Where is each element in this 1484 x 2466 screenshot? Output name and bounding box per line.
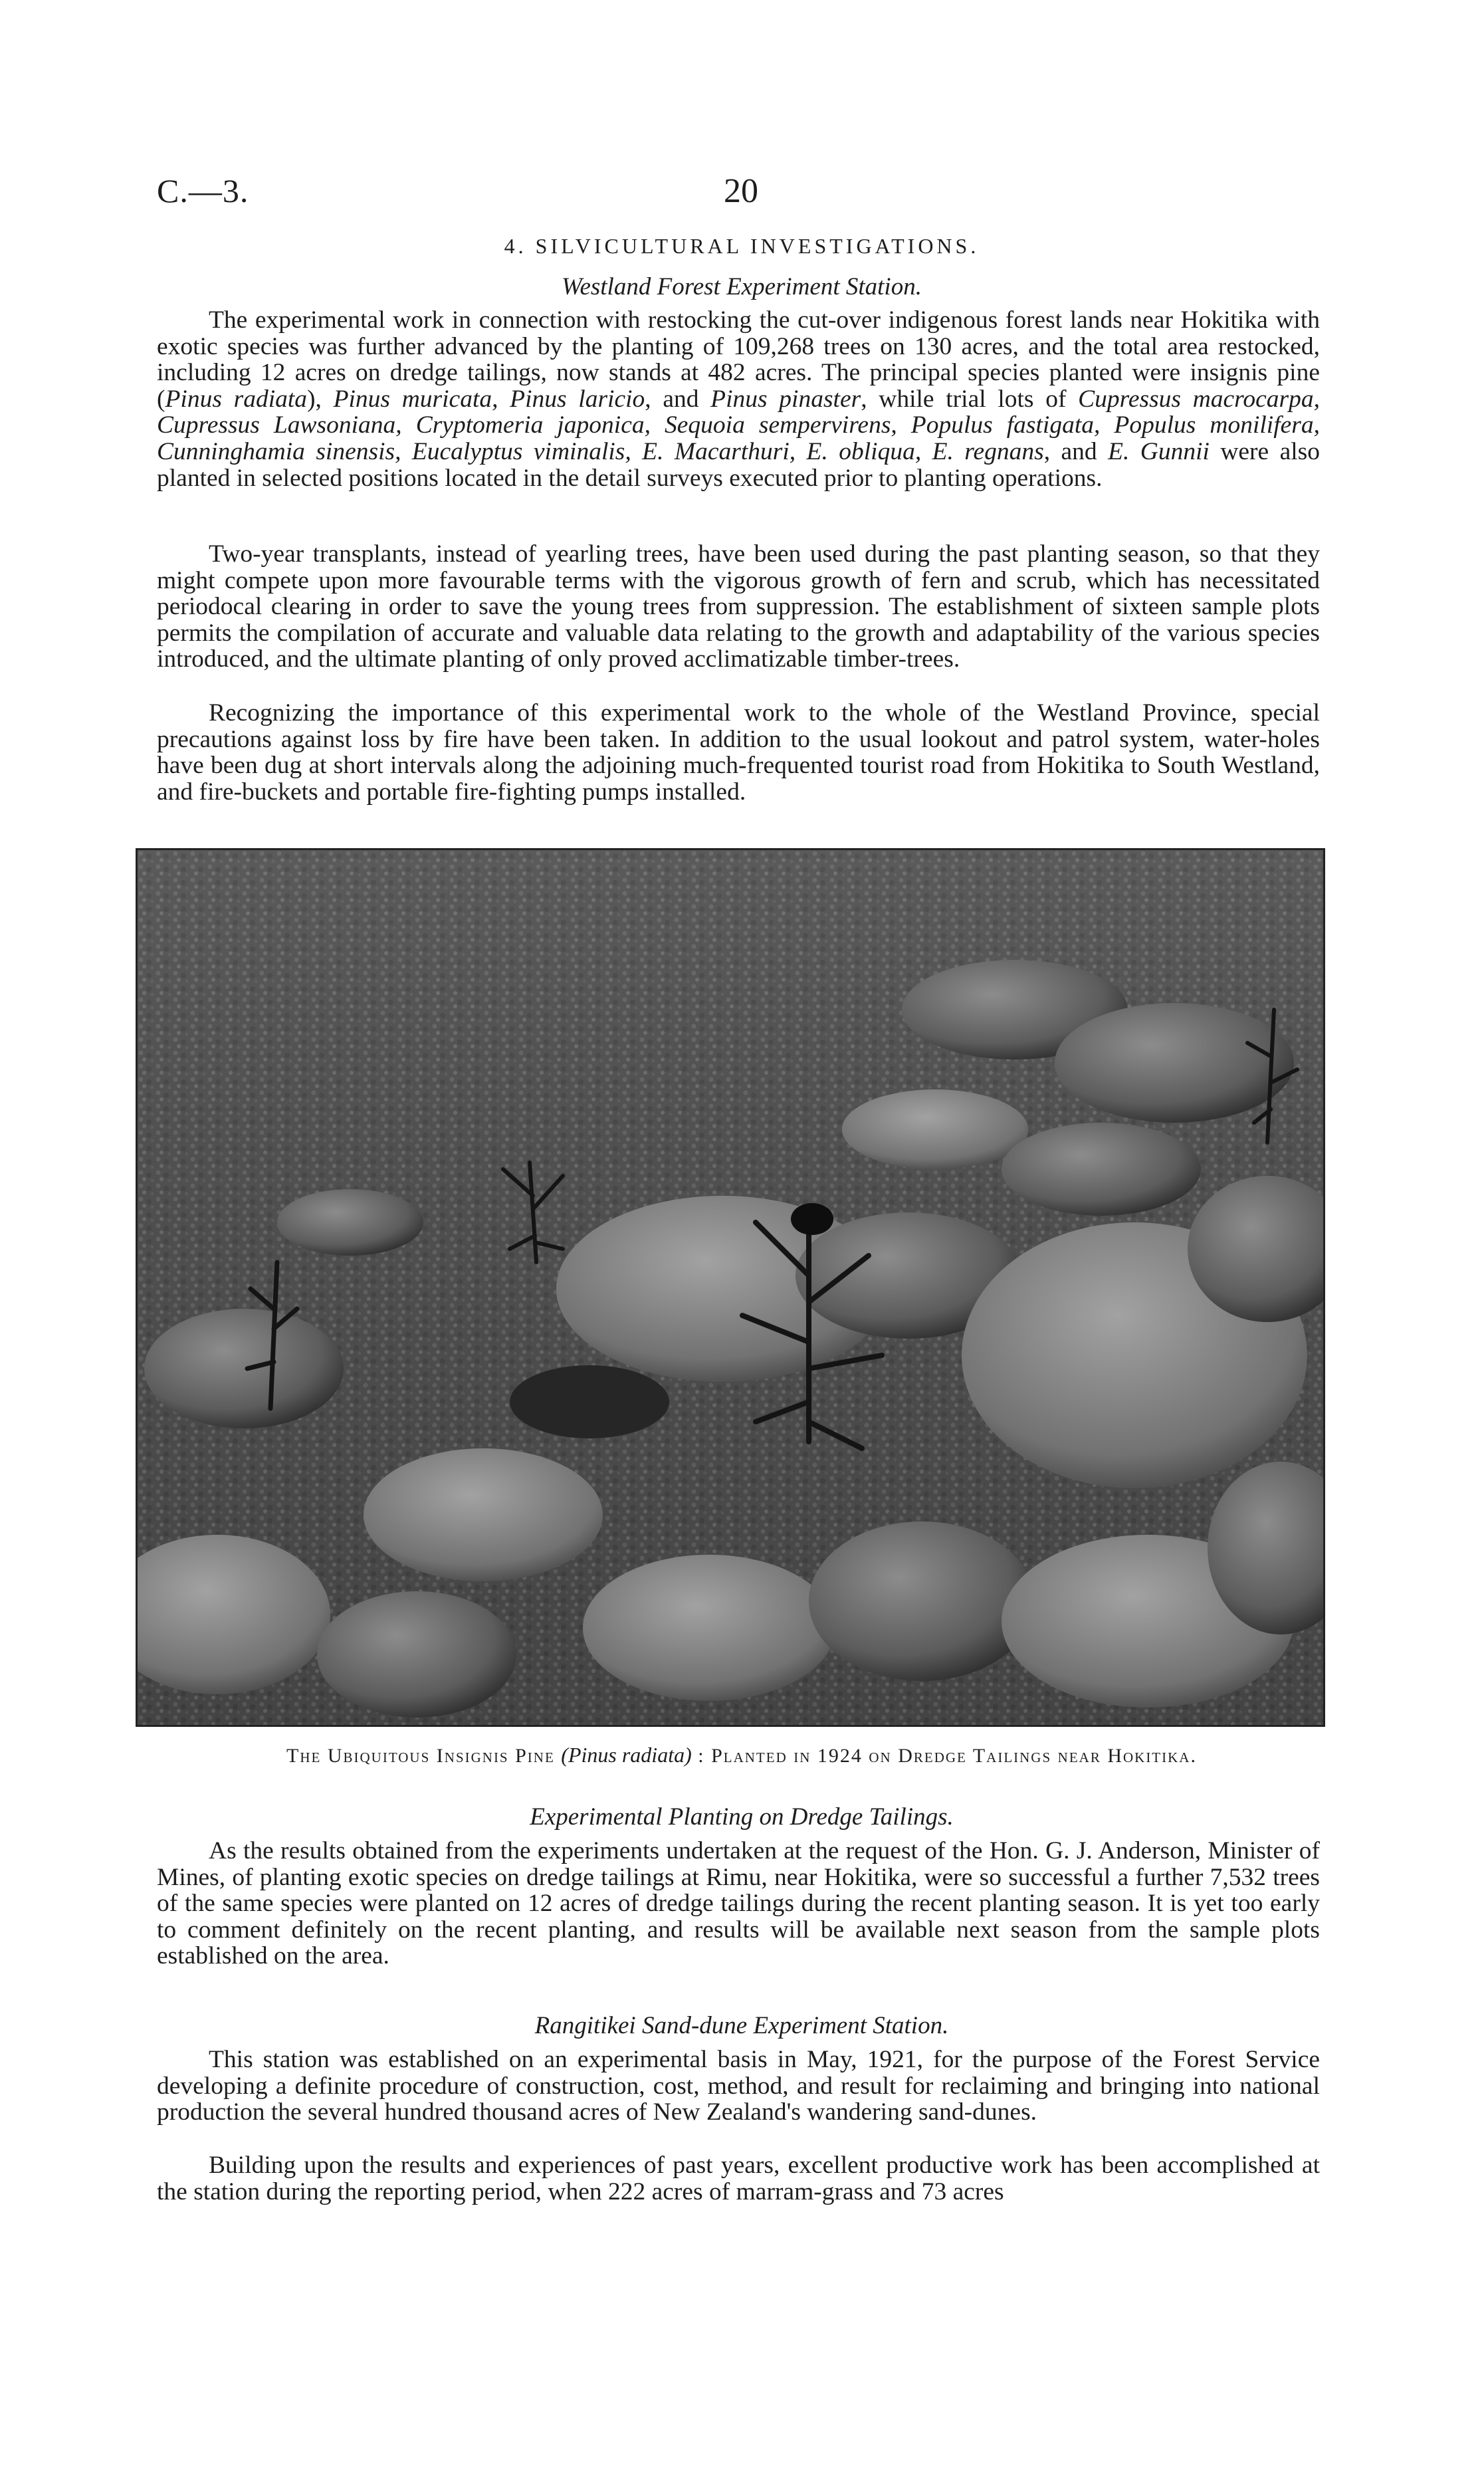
page-header [0, 171, 1484, 218]
page-number: 20 [724, 172, 758, 210]
italic-species-name: Cupressus macrocarpa, Cupressus Lawsoniana, Cryptomeria japonica, Sequoia sempervirens, Populus fastigata, Populus monilifera, Cunninghamia sinensis, Eucalyptus viminalis, E. Macarthuri, E. obliqua, E. regnans [157, 385, 1320, 465]
caption-species-italic: (Pinus radiata) [561, 1743, 692, 1767]
westland-heading: Westland Forest Experiment Station. [562, 273, 922, 300]
photo-caption [157, 1743, 1326, 1767]
westland-paragraph-1: The experimental work in connection with restocking the cut-over indigenous forest lands near Hokitika with exotic species was further advanced by the planting of 109,268 trees on 130 acres, and the total area restocked, including 12 acres on dredge tailings, now stands at 482 acres. The principal species planted were insignis pine (Pinus radiata), Pinus muricata, Pinus laricio, and Pinus pinaster, while trial lots of Cupressus macrocarpa, Cupressus Lawsoniana, Cryptomeria japonica, Sequoia sempervirens, Populus fastigata, Populus monilifera, Cunninghamia sinensis, Eucalyptus viminalis, E. Macarthuri, E. obliqua, E. regnans, and E. Gunnii were also planted in selected positions located in the detail surveys executed prior to planting operations. [157, 306, 1320, 492]
rangitikei-paragraph-1: This station was established on an experimental basis in May, 1921, for the purpose of the Forest Service developing a definite procedure of construction, cost, method, and result for reclaiming and bringing into national production the several hundred thousand acres of New Zealand's wandering sand-dunes. [157, 2046, 1320, 2126]
rangitikei-paragraph-2: Building upon the results and experiences of past years, excellent productive work has been accomplished at the station during the reporting period, when 222 acres of marram-grass and 73 acres [157, 2152, 1320, 2205]
caption-text-before: The Ubiquitous Insignis Pine [286, 1745, 562, 1767]
document-code: C.—3. [157, 172, 249, 209]
section-title: 4. SILVICULTURAL INVESTIGATIONS. [504, 234, 980, 258]
caption-text-after: : Planted in 1924 on Dredge Tailings near Hokitika. [691, 1745, 1197, 1767]
italic-species-name: Pinus pinaster [710, 385, 861, 413]
italic-species-name: Pinus radiata [165, 385, 308, 413]
rangitikei-heading: Rangitikei Sand-dune Experiment Station. [534, 2012, 949, 2039]
italic-species-name: E. Gunnii [1108, 437, 1210, 465]
pine-seedlings-photograph [136, 848, 1325, 1727]
westland-paragraph-2: Two-year transplants, instead of yearling trees, have been used during the past planting season, so that they might compete upon more favourable terms with the vigorous growth of fern and scrub, which has necessitated periodocal clearing in order to save the young trees from suppression. The establishment of sixteen sample plots permits the compilation of accurate and valuable data relating to the growth and adaptability of the various species introduced, and the ultimate planting of only proved acclimatizable timber-trees. [157, 540, 1320, 673]
dredge-paragraph-1: As the results obtained from the experiments undertaken at the request of the Hon. G. J. Anderson, Minister of Mines, of planting exotic species on dredge tailings at Rimu, near Hokitika, were so successful a further 7,532 trees of the same species were planted on 12 acres of dredge tailings during the recent planting season. It is yet too early to comment definitely on the recent planting, and results will be available next season from the sample plots established on the area. [157, 1837, 1320, 1970]
westland-paragraph-3: Recognizing the importance of this experimental work to the whole of the Westland Province, special precautions against loss by fire have been taken. In addition to the usual lookout and patrol system, water-holes have been dug at short intervals along the adjoining much-frequented tourist road from Hokitika to South Westland, and fire-buckets and portable fire-fighting pumps installed. [157, 699, 1320, 806]
italic-species-name: Pinus muricata, Pinus laricio [333, 385, 645, 413]
dredge-heading: Experimental Planting on Dredge Tailings. [530, 1803, 954, 1831]
